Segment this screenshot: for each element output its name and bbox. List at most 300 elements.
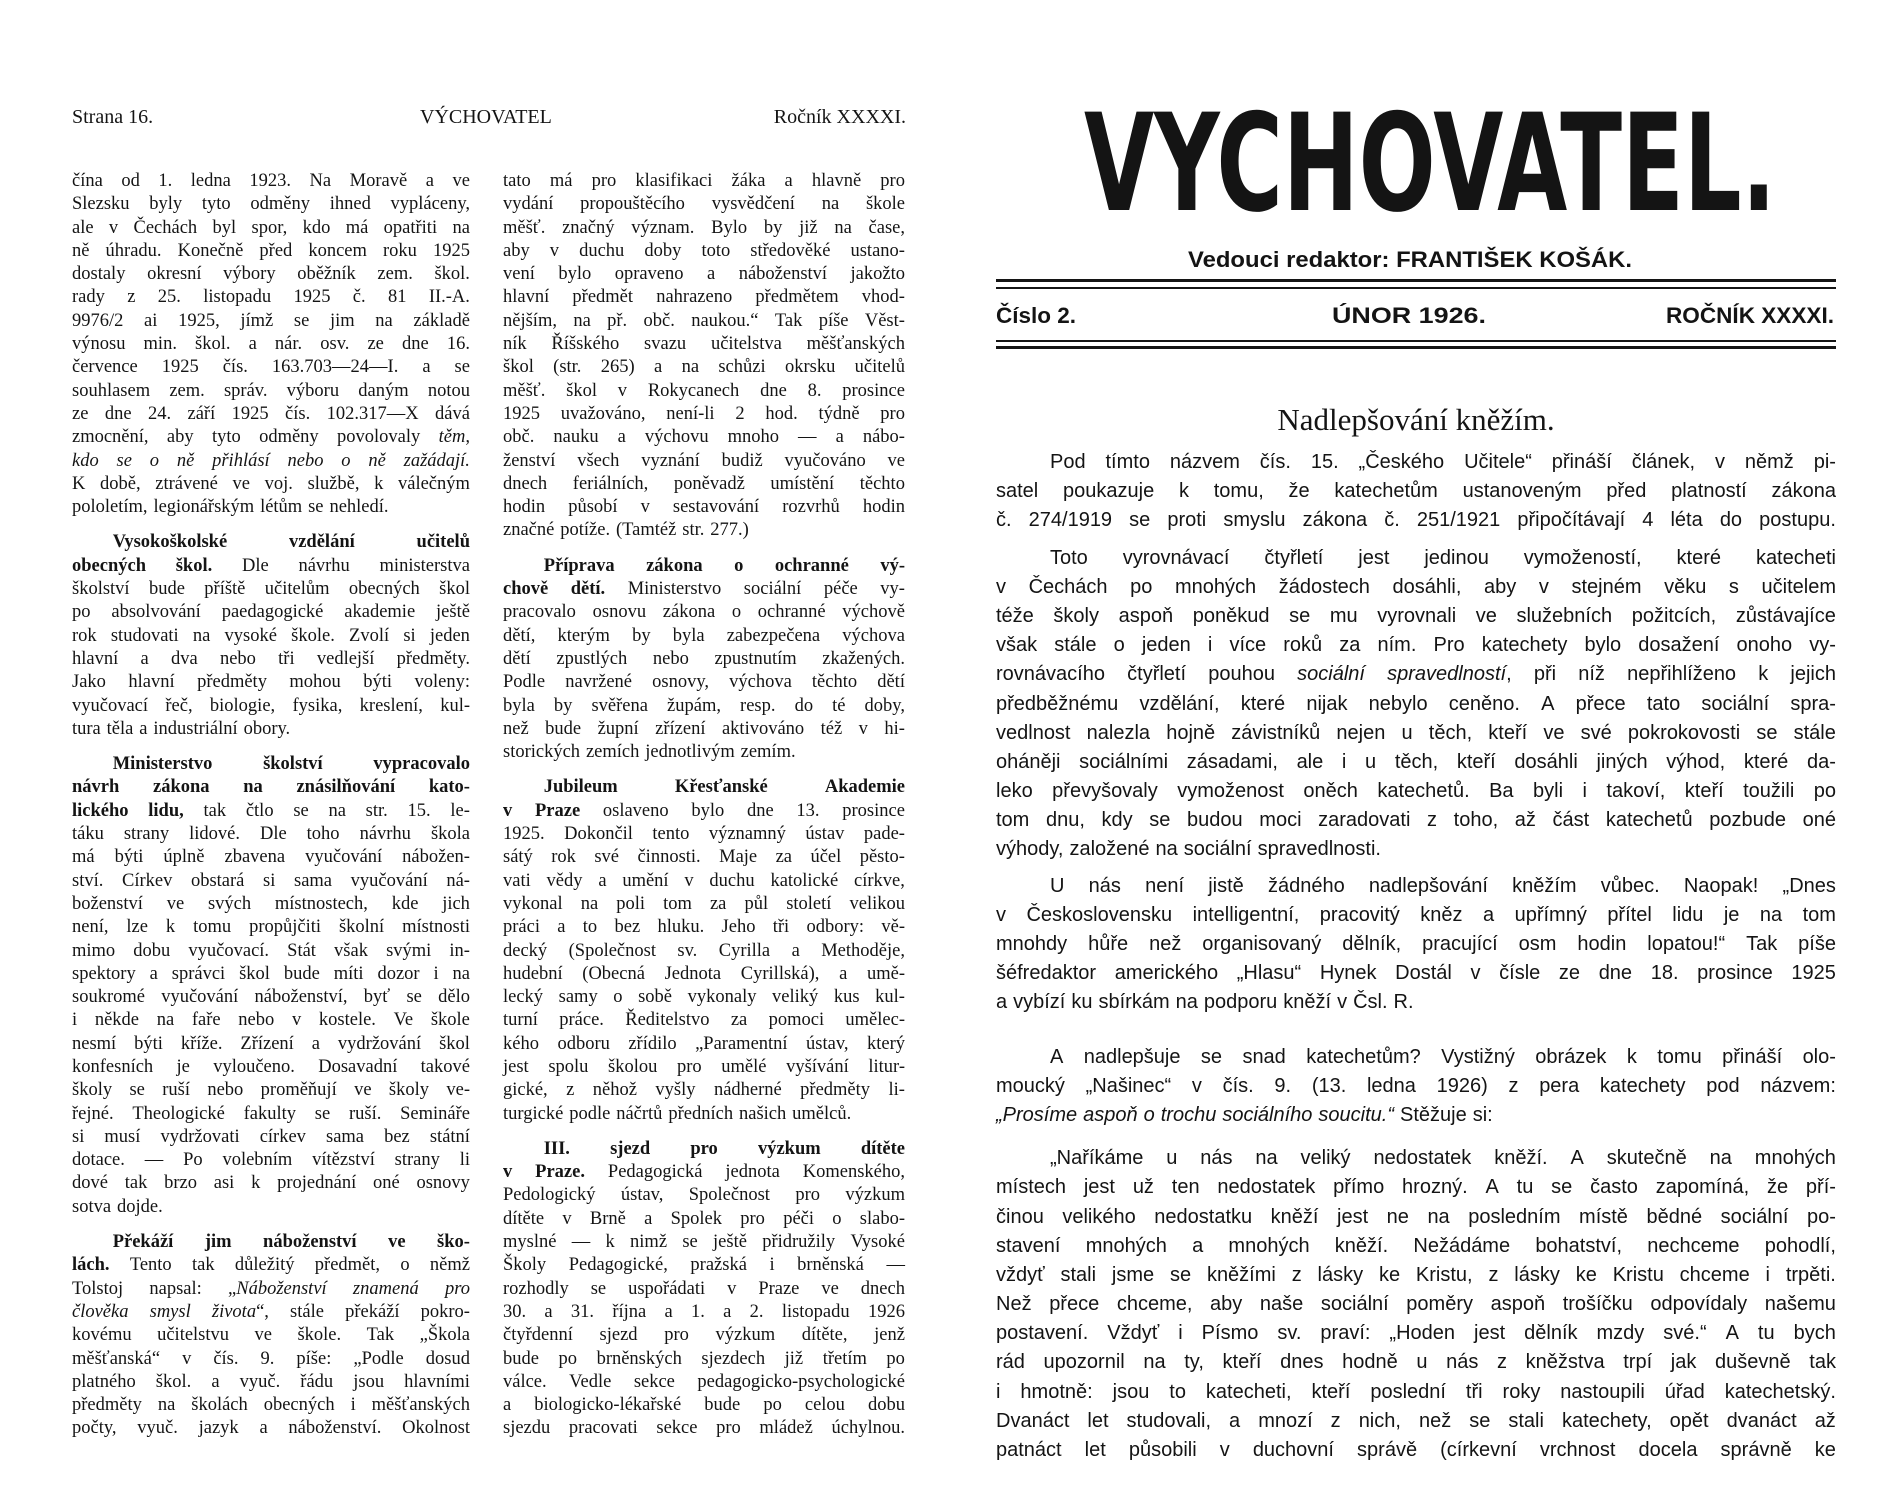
word: vyučování (161, 987, 239, 1008)
word: Ministerstvo (627, 579, 722, 600)
word: jednota (725, 1162, 780, 1183)
word: katecheti, (1205, 1380, 1292, 1403)
article-title: Nadlepšování kněžím. (1277, 402, 1555, 437)
word: v (1538, 575, 1549, 598)
word: 18. (1650, 962, 1679, 985)
word: jakožto (850, 264, 905, 285)
text-line (996, 506, 1836, 535)
text-line (72, 426, 470, 449)
word: pracující (1422, 933, 1498, 955)
text-line (72, 1278, 470, 1301)
word: působí (568, 497, 618, 518)
word: dne (760, 380, 787, 401)
word: přináší (1551, 451, 1612, 473)
text-line (996, 872, 1836, 901)
text-line (996, 1203, 1836, 1232)
word: 1923. (249, 171, 291, 191)
word: se (454, 357, 470, 378)
word: nějším, (503, 310, 557, 331)
word: paedagogické (221, 602, 324, 623)
word: života“, (211, 1301, 269, 1322)
word: pokrokovosti (1627, 721, 1741, 744)
text-line (503, 1371, 905, 1394)
word: obstará (190, 870, 245, 891)
word: aspoň (1118, 604, 1174, 627)
word: Pro (1433, 634, 1465, 657)
word: Komenského, (802, 1162, 905, 1183)
word: jsme (1111, 1263, 1155, 1286)
word: upozornil (1043, 1351, 1125, 1374)
word: vědy (546, 870, 583, 891)
word: bohatství, (1535, 1234, 1623, 1257)
word: v (1191, 1074, 1202, 1097)
word: to (582, 917, 598, 938)
word: z (1497, 1351, 1508, 1374)
word: k (374, 473, 384, 494)
word: část (1552, 809, 1590, 832)
word: Praze. (535, 1162, 585, 1183)
word: hod. (765, 403, 798, 424)
word: závistníků (1231, 721, 1321, 744)
word: a (598, 870, 607, 891)
word: ke (1575, 1263, 1597, 1286)
word: škol (439, 1033, 470, 1054)
word: moci (1259, 809, 1302, 832)
word: až (1814, 1409, 1836, 1432)
word: katechetský. (1724, 1380, 1836, 1403)
word: ochranné (757, 602, 826, 623)
text-line (72, 870, 470, 893)
word: vypracovalo (373, 754, 470, 775)
word: se (1756, 721, 1778, 744)
word: činnosti. (637, 847, 701, 868)
word: strany (123, 824, 170, 845)
word: dítěte (860, 1138, 905, 1159)
word: školství (72, 579, 130, 600)
word: nechceme (1647, 1234, 1740, 1257)
word: a (544, 1301, 553, 1322)
text-line (503, 450, 905, 473)
word: navržené (565, 672, 633, 693)
word: dva (170, 648, 198, 669)
word: rok (551, 847, 576, 868)
word: ná- (446, 870, 470, 891)
word: na (1255, 1147, 1278, 1170)
word: úřad (1664, 1380, 1705, 1403)
text-line (503, 496, 905, 519)
word: do (1719, 509, 1743, 532)
word: i (1341, 750, 1347, 773)
word: výchova (842, 625, 905, 646)
word: Brně (589, 1208, 626, 1229)
word: dosáhli (1514, 750, 1578, 773)
word: a (839, 963, 848, 984)
word: čísle (1499, 962, 1541, 985)
word: oháněji (996, 750, 1061, 773)
word: jímž (240, 310, 274, 331)
text-line (72, 1371, 470, 1394)
text-line (996, 835, 1836, 864)
word: a (1229, 1409, 1241, 1432)
word: da- (1806, 750, 1836, 773)
text-line (72, 240, 470, 263)
text-line (503, 1079, 905, 1102)
word: fysika, (292, 695, 343, 716)
word: návrh (72, 777, 120, 798)
text-line (503, 1394, 905, 1417)
word: jim (329, 310, 355, 331)
word: na (1143, 1351, 1166, 1374)
word: zřízení (655, 718, 706, 739)
word: na (1759, 903, 1783, 926)
word: hodin (1577, 933, 1627, 955)
word: dnes (1280, 1351, 1324, 1374)
word: pera (1539, 1074, 1580, 1097)
word: in- (449, 940, 470, 961)
word: z (1508, 1074, 1519, 1097)
word: místnosti (402, 917, 470, 938)
text-line (72, 718, 470, 741)
word: osnovy (416, 1173, 470, 1194)
word: všech (577, 450, 620, 471)
paragraph (503, 776, 905, 1125)
text-line (503, 1184, 905, 1207)
word: základě (413, 310, 470, 331)
text-line (503, 718, 905, 741)
word: škole (430, 1010, 470, 1031)
text-line (72, 1056, 470, 1079)
word: škol. (175, 555, 213, 576)
word: „Našinec“ (1085, 1074, 1172, 1097)
word: před (259, 240, 293, 261)
word: pří- (1805, 1176, 1836, 1199)
masthead-rule (996, 279, 1836, 282)
word: pro (880, 171, 905, 191)
word: ledna (190, 171, 231, 191)
word: byla (503, 695, 535, 716)
word: vždyť (996, 1263, 1045, 1286)
word: náboženství. (288, 1418, 382, 1439)
word: byl (212, 217, 237, 238)
word: vyuč. (137, 1418, 178, 1439)
word: nadlepšuje (1083, 1045, 1181, 1068)
word: 9. (1274, 1074, 1292, 1097)
word: 277.) (710, 520, 749, 541)
word: katechetům? (1306, 1045, 1421, 1068)
text-line (72, 450, 470, 473)
text-line (503, 519, 905, 542)
word: toto (701, 240, 731, 261)
word: vydržování (337, 1033, 422, 1054)
text-line (72, 1149, 470, 1172)
word: jest (1358, 546, 1390, 569)
word: pracovalo (503, 602, 576, 623)
word: době, (100, 473, 141, 494)
word: výchova (729, 672, 792, 693)
paragraph (503, 555, 905, 765)
word: ruší. (348, 1103, 382, 1124)
text-line (503, 1324, 905, 1347)
word: svými (386, 940, 432, 961)
text-line (72, 1394, 470, 1417)
word: vymožeností, (1523, 546, 1642, 569)
word: že (1288, 480, 1310, 503)
word: mnozí (1258, 1409, 1313, 1432)
word: o (400, 1255, 410, 1276)
word: nás (1200, 1147, 1233, 1170)
word: z (1488, 1263, 1499, 1286)
word: rozvrhů (782, 497, 840, 518)
word: k (1178, 480, 1189, 503)
word: Kristu, (1415, 1263, 1473, 1286)
word: nás (1088, 874, 1121, 897)
word: škol. (195, 334, 231, 355)
word: a (723, 1301, 732, 1322)
page-number: Strana 16. (72, 106, 154, 128)
word: obč. (503, 427, 535, 448)
word: bědné (1646, 1205, 1703, 1228)
word: náboženství (263, 1232, 357, 1253)
word: okresní (147, 264, 202, 285)
word: Akademie (824, 777, 905, 798)
word: vybízí (1013, 991, 1066, 1014)
word: platností (1671, 480, 1747, 503)
word: Praze (758, 1278, 800, 1299)
word: a (149, 963, 158, 984)
word: — (571, 1232, 591, 1253)
word: ne (1386, 1205, 1409, 1228)
word: Spolek (670, 1208, 722, 1229)
word: umění (622, 870, 669, 891)
word: hi- (884, 718, 905, 739)
word: škol (439, 579, 470, 600)
word: tak (191, 1255, 215, 1276)
word: 1925 (161, 357, 199, 378)
word: zmocnění, (72, 427, 149, 448)
word: Stěžuje (1400, 1103, 1467, 1126)
word: ve (232, 473, 251, 494)
word: volebním (222, 1150, 293, 1171)
word: projednání (277, 1173, 357, 1194)
word: v (684, 870, 694, 891)
word: s (1728, 575, 1739, 598)
text-line (503, 870, 905, 893)
word: jim (204, 1232, 232, 1253)
word: kněží. (1494, 1147, 1548, 1170)
word: na (452, 963, 470, 984)
text-line (503, 578, 905, 601)
word: dostaly (72, 264, 126, 285)
word: čtyřletí (1127, 663, 1187, 686)
word: i (72, 1010, 78, 1031)
word: svazu (644, 334, 687, 355)
word: sátý (503, 847, 533, 868)
text-line (503, 963, 905, 986)
word: voleny: (414, 672, 470, 693)
text-line (503, 823, 905, 846)
word: kněží (1270, 1205, 1319, 1228)
text-line (503, 800, 905, 823)
word: připočítávají (1517, 509, 1626, 532)
word: počty, (72, 1418, 117, 1439)
word: k (165, 917, 176, 938)
word: zpustlých (556, 648, 628, 669)
word: vhod- (861, 287, 905, 308)
word: a (707, 264, 716, 285)
word: sekce (633, 1371, 675, 1392)
text-line (503, 426, 905, 449)
word: Rokycanech (647, 380, 740, 401)
word: „Hoden (1389, 1322, 1456, 1345)
word: někde (94, 1010, 140, 1031)
word: jsou (353, 1371, 385, 1392)
word: tři (1465, 1380, 1483, 1403)
word: vyznání (641, 450, 700, 471)
word: nimž (630, 1232, 668, 1253)
word: 31. (570, 1301, 595, 1322)
word: čís. (285, 403, 311, 424)
word: aspoň (1083, 1103, 1138, 1126)
word: tyto (211, 427, 241, 448)
word: mohou (289, 672, 341, 693)
word: dnech (503, 473, 548, 494)
word: Jako (72, 672, 106, 693)
word: pro (676, 1056, 702, 1077)
word: bez (614, 917, 641, 938)
word: mzdy (1596, 1322, 1645, 1345)
text-line (996, 748, 1836, 777)
issue-row (996, 298, 1836, 332)
word: hůře (1088, 933, 1129, 955)
word: nár. (274, 334, 303, 355)
word: člověka (72, 1301, 129, 1322)
word: by (632, 625, 651, 646)
word: lecký (503, 987, 544, 1008)
word: sjezdech (701, 1348, 766, 1369)
word: pracovitý (1319, 903, 1400, 926)
word: a (784, 171, 793, 191)
word: obecných (72, 555, 146, 576)
word: kostele. (318, 1010, 376, 1031)
word: Písmo (1201, 1322, 1259, 1345)
word: přihlásí (212, 450, 270, 471)
word: jsou (1112, 1380, 1150, 1403)
word: pro (591, 171, 617, 191)
word: v (108, 217, 119, 238)
word: kteří (1222, 1351, 1262, 1374)
word: ai (144, 310, 158, 331)
word: 30. (503, 1301, 527, 1322)
word: zemích (585, 742, 640, 763)
text-line (503, 1103, 905, 1126)
text-line (72, 333, 470, 356)
text-line (503, 776, 905, 799)
text-line (72, 846, 470, 869)
word: jich (442, 893, 470, 914)
word: zákona (662, 602, 716, 623)
word: školách (191, 1395, 248, 1416)
article-body (996, 448, 1836, 1465)
word: šéfredaktor (996, 962, 1097, 985)
word: nábo- (862, 427, 905, 448)
word: ztrávené (155, 473, 218, 494)
word: kněžstva (1525, 1351, 1605, 1374)
word: satel (996, 480, 1039, 503)
word: lásky (1317, 1263, 1364, 1286)
word: 4 (1642, 509, 1654, 532)
word: kus (833, 987, 860, 1008)
word: dítěte (503, 1208, 545, 1229)
word: na (243, 777, 263, 798)
word: brněnských (596, 1348, 682, 1369)
word: výchovu (644, 427, 709, 448)
word: lách. (72, 1255, 110, 1276)
word: poněkud (1192, 604, 1270, 627)
word: z (1330, 1409, 1341, 1432)
word: učitelům (264, 579, 330, 600)
word: listopadu (781, 1301, 850, 1322)
word: Ředitelstvo (625, 1010, 710, 1031)
word: bych (1793, 1322, 1836, 1345)
word: ze (367, 334, 384, 355)
word: Konečně (177, 240, 244, 261)
issue-volume: ROČNÍK XXXXI. (1666, 303, 1834, 328)
word: oné (1802, 809, 1836, 832)
text-line (503, 1301, 905, 1324)
word: těchto (811, 672, 858, 693)
word: 1925 (503, 403, 540, 424)
word: Dle (259, 824, 287, 845)
word: Po (183, 1150, 203, 1171)
word: Methoděje, (821, 940, 905, 961)
word: výchově (842, 602, 905, 623)
word: vyuč. (239, 1371, 281, 1392)
text-line (72, 403, 470, 426)
word: výboru (286, 380, 340, 401)
word: lopatou!“ (1647, 933, 1726, 955)
word: v (617, 380, 628, 401)
word: 15. (1310, 451, 1339, 473)
word: na (157, 1395, 176, 1416)
word: pi- (1813, 451, 1836, 473)
word: nesmí (72, 1033, 117, 1054)
text-line (503, 170, 905, 193)
paragraph (996, 1043, 1836, 1131)
word: vyloučeno. (213, 1056, 295, 1077)
word: kato- (428, 777, 470, 798)
word: Tak (366, 1325, 395, 1346)
word: podporu (1203, 991, 1278, 1014)
text-line (996, 477, 1836, 506)
word: kde (391, 893, 419, 914)
word: myslné (503, 1232, 557, 1253)
word: tato (1646, 692, 1681, 715)
word: sestavování (672, 497, 760, 518)
word: duchu (709, 870, 755, 891)
word: chceme (1679, 1263, 1750, 1286)
word: ale (72, 217, 94, 238)
word: více (1229, 634, 1267, 657)
word: na (1175, 991, 1198, 1014)
word: lidu, (148, 800, 184, 821)
word: Kristu (1612, 1263, 1664, 1286)
word: rok (72, 625, 97, 646)
word: dosažení (1638, 634, 1720, 657)
word: léta (1670, 509, 1703, 532)
word: překáží (345, 1301, 400, 1322)
word: ve (254, 1325, 272, 1346)
word: dětí. (570, 579, 606, 600)
